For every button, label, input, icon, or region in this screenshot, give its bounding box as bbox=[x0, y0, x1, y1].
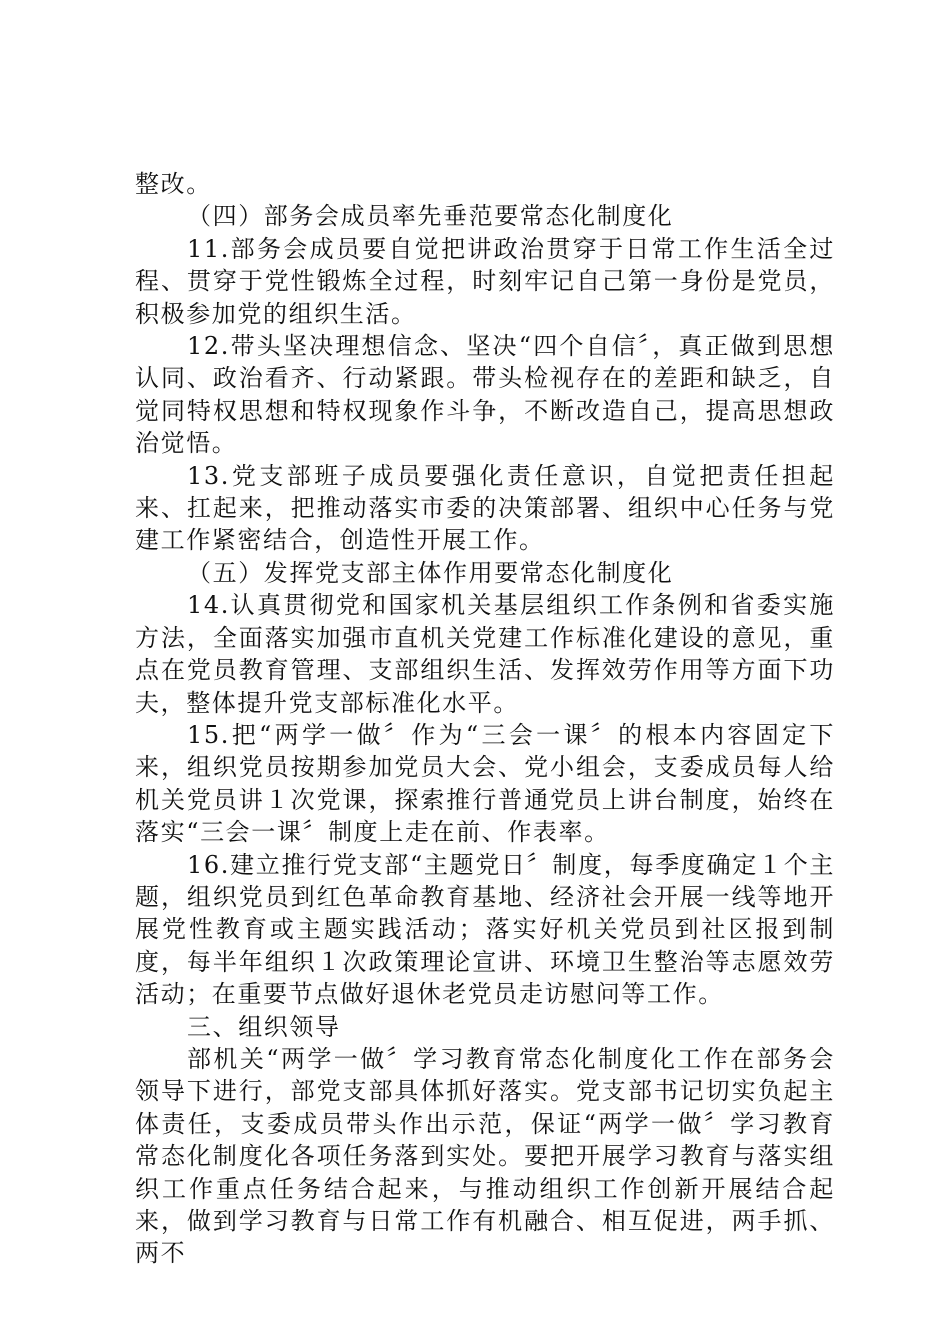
paragraph-item-13: 13.党支部班子成员要强化责任意识，自觉把责任担起来、扛起来，把推动落实市委的决策部署、组织中心任务与党建工作紧密结合，创造性开展工作。 bbox=[135, 461, 835, 555]
section-heading-4: （四）部务会成员率先垂范要常态化制度化 bbox=[187, 202, 674, 231]
paragraph-item-14: 14.认真贯彻党和国家机关基层组织工作条例和省委实施方法，全面落实加强市直机关党建工作标准化建设的意见，重点在党员教育管理、支部组织生活、发挥效劳作用等方面下功夫，整体提升党支部标准化水平。 bbox=[135, 591, 835, 717]
section-heading-organization-leadership: 三、组织领导 bbox=[187, 1012, 341, 1041]
document-body bbox=[135, 168, 835, 1270]
paragraph-item-15: 15.把“两学一做〞作为“三会一课〞的根本内容固定下来，组织党员按期参加党员大会、党小组会，支委成员每人给机关党员讲１次党课，探索推行普通党员上讲台制度，始终在落实“三会一课〞制度上走在前、作表率。 bbox=[135, 720, 835, 847]
paragraph-item-12: 12.带头坚决理想信念、坚决“四个自信〞，真正做到思想认同、政治看齐、行动紧跟。带头检视存在的差距和缺乏，自觉同特权思想和特权现象作斗争，不断改造自己，提高思想政治觉悟。 bbox=[135, 332, 835, 458]
paragraph-rectification-end: 整改。 bbox=[135, 170, 212, 198]
paragraph-item-11: 11.部务会成员要自觉把讲政治贯穿于日常工作生活全过程、贯穿于党性锻炼全过程，时刻牢记自己第一身份是党员，积极参加党的组织生活。 bbox=[135, 234, 835, 328]
paragraph-item-16: 16.建立推行党支部“主题党日〞制度，每季度确定１个主题，组织党员到红色革命教育基地、经济社会开展一线等地开展党性教育或主题实践活动；落实好机关党员到社区报到制度，每半年组织１次政策理论宣讲、环境卫生整治等志愿效劳活动；在重要节点做好退休老党员走访慰问等工作。 bbox=[135, 850, 835, 1009]
paragraph-organization-leadership: 部机关“两学一做〞学习教育常态化制度化工作在部务会领导下进行，部党支部具体抓好落实。党支部书记切实负起主体责任，支委成员带头作出示范，保证“两学一做〞学习教育常态化制度化各项任务落到实处。要把开展学习教育与落实组织工作重点任务结合起来，与推动组织工作创新开展结合起来，做到学习教育与日常工作有机融合、相互促进，两手抓、两不 bbox=[135, 1044, 835, 1268]
section-heading-5: （五）发挥党支部主体作用要常态化制度化 bbox=[187, 558, 674, 587]
